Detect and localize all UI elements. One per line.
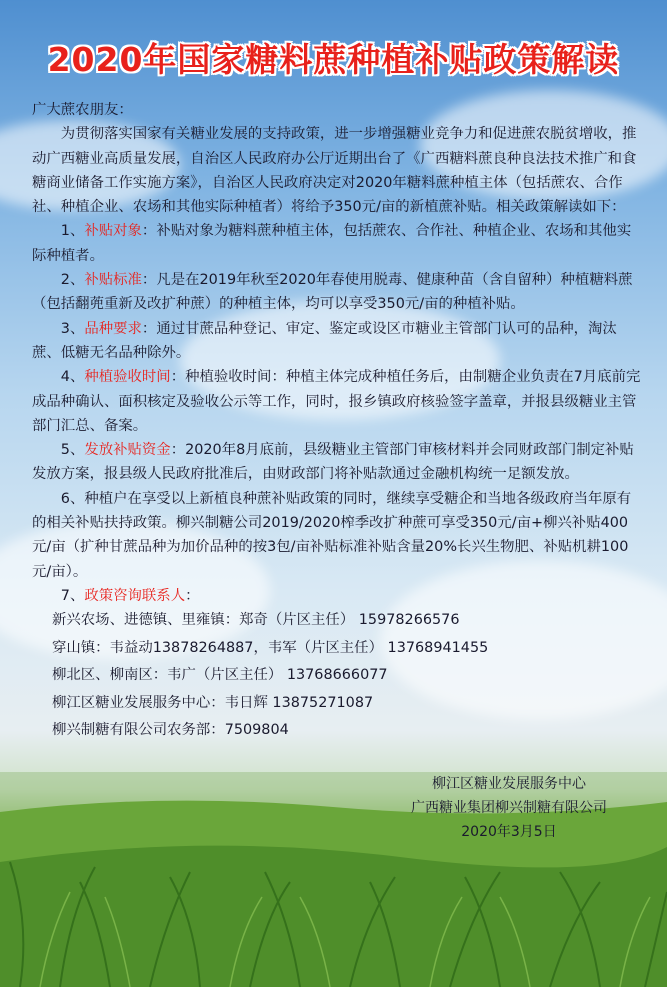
intro-paragraph: 为贯彻落实国家有关糖业发展的支持政策，进一步增强糖业竞争力和促进蔗农脱贫增收，推动广西糖业高质量发展，自治区人民政府办公厅近期出台了《广西糖料蔗良种良法技术推广和食糖商业储备工作实施方案》，自治区人民政府决定对2020年糖料蔗种植主体（包括蔗农、合作社、种植企业、农场和其他实际种植者）将给予350元/亩的新植蔗补贴。相关政策解读如下：: [32, 126, 637, 216]
section-label: 政策咨询联系人: [84, 587, 186, 604]
section-number: 3、: [60, 320, 85, 337]
issuer-org-1: 柳江区糖业发展服务中心: [432, 776, 586, 792]
section-label: 发放补贴资金: [84, 442, 171, 459]
section-label: 种植验收时间: [84, 369, 171, 386]
section-number: 4、: [60, 369, 85, 386]
contact-item: 柳江区糖业发展服务中心：韦日辉 13875271087: [52, 694, 374, 711]
section-text: ：2020年8月底前，县级糖业主管部门审核材料并会同财政部门制定补贴发放方案，报县级人民政府批准后，由财政部门将补贴款通过金融机构统一足额发放。: [32, 442, 634, 483]
contact-item: 柳北区、柳南区：韦广（片区主任） 13768666077: [52, 667, 388, 684]
contact-list: [32, 608, 644, 742]
issue-date: 2020年3月5日: [461, 824, 557, 840]
section-text: ：补贴对象为糖料蔗种植主体，包括蔗农、合作社、种植企业、农场和其他实际种植者。: [32, 223, 632, 264]
section-text: ：种植验收时间：种植主体完成种植任务后，由制糖企业负责在7月底前完成品种确认、面积核定及验收公示等工作，同时，报乡镇政府核验签字盖章，并报县级糖业主管部门汇总、备案。: [32, 369, 641, 434]
section-4: [32, 365, 644, 438]
section-text: ：凡是在2019年秋至2020年春使用脱毒、健康种苗（含自留种）种植糖料蔗（包括翻蔸重新及改扩种蔗）的种植主体，均可以享受350元/亩的种植补贴。: [32, 272, 633, 313]
section-number: 2、: [60, 272, 85, 289]
section-3: [32, 317, 644, 366]
section-label: 品种要求: [84, 320, 142, 337]
section-2: [32, 268, 644, 317]
signature-block: [411, 772, 607, 844]
section-label: 补贴标准: [84, 272, 142, 289]
section-text: 种植户在享受以上新植良种蔗补贴政策的同时，继续享受糖企和当地各级政府当年原有的相关补贴扶持政策。柳兴制糖公司2019/2020榨季改扩种蔗可享受350元/亩+柳兴补贴400元/亩（扩种甘蔗品种为加价品种的按3包/亩补贴标准补贴含量20%长兴生物肥、补贴机耕100元/亩）。: [32, 490, 632, 580]
section-7: [32, 584, 644, 608]
contact-item: 新兴农场、进德镇、里雍镇：郑奇（片区主任） 15978266576: [52, 612, 460, 629]
contact-item: 穿山镇：韦益动13878264887，韦军（片区主任） 13768941455: [52, 639, 489, 656]
contact-item: 柳兴制糖有限公司农务部：7509804: [52, 722, 289, 739]
section-text: ：: [185, 587, 200, 604]
section-1: [32, 219, 644, 268]
section-number: 1、: [60, 223, 85, 240]
section-5: [32, 438, 644, 487]
section-number: 6、: [60, 490, 85, 507]
greeting: 广大蔗农朋友：: [32, 102, 133, 118]
section-6: [32, 487, 644, 584]
section-number: 7、: [60, 587, 85, 604]
page-title: 2020年国家糖料蔗种植补贴政策解读: [47, 40, 620, 79]
section-text: ：通过甘蔗品种登记、审定、鉴定或设区市糖业主管部门认可的品种，淘汰蔗、低糖无名品种除外。: [32, 320, 617, 361]
document-body: [32, 98, 644, 746]
section-label: 补贴对象: [84, 223, 142, 240]
issuer-org-2: 广西糖业集团柳兴制糖有限公司: [411, 800, 607, 816]
section-number: 5、: [60, 442, 85, 459]
